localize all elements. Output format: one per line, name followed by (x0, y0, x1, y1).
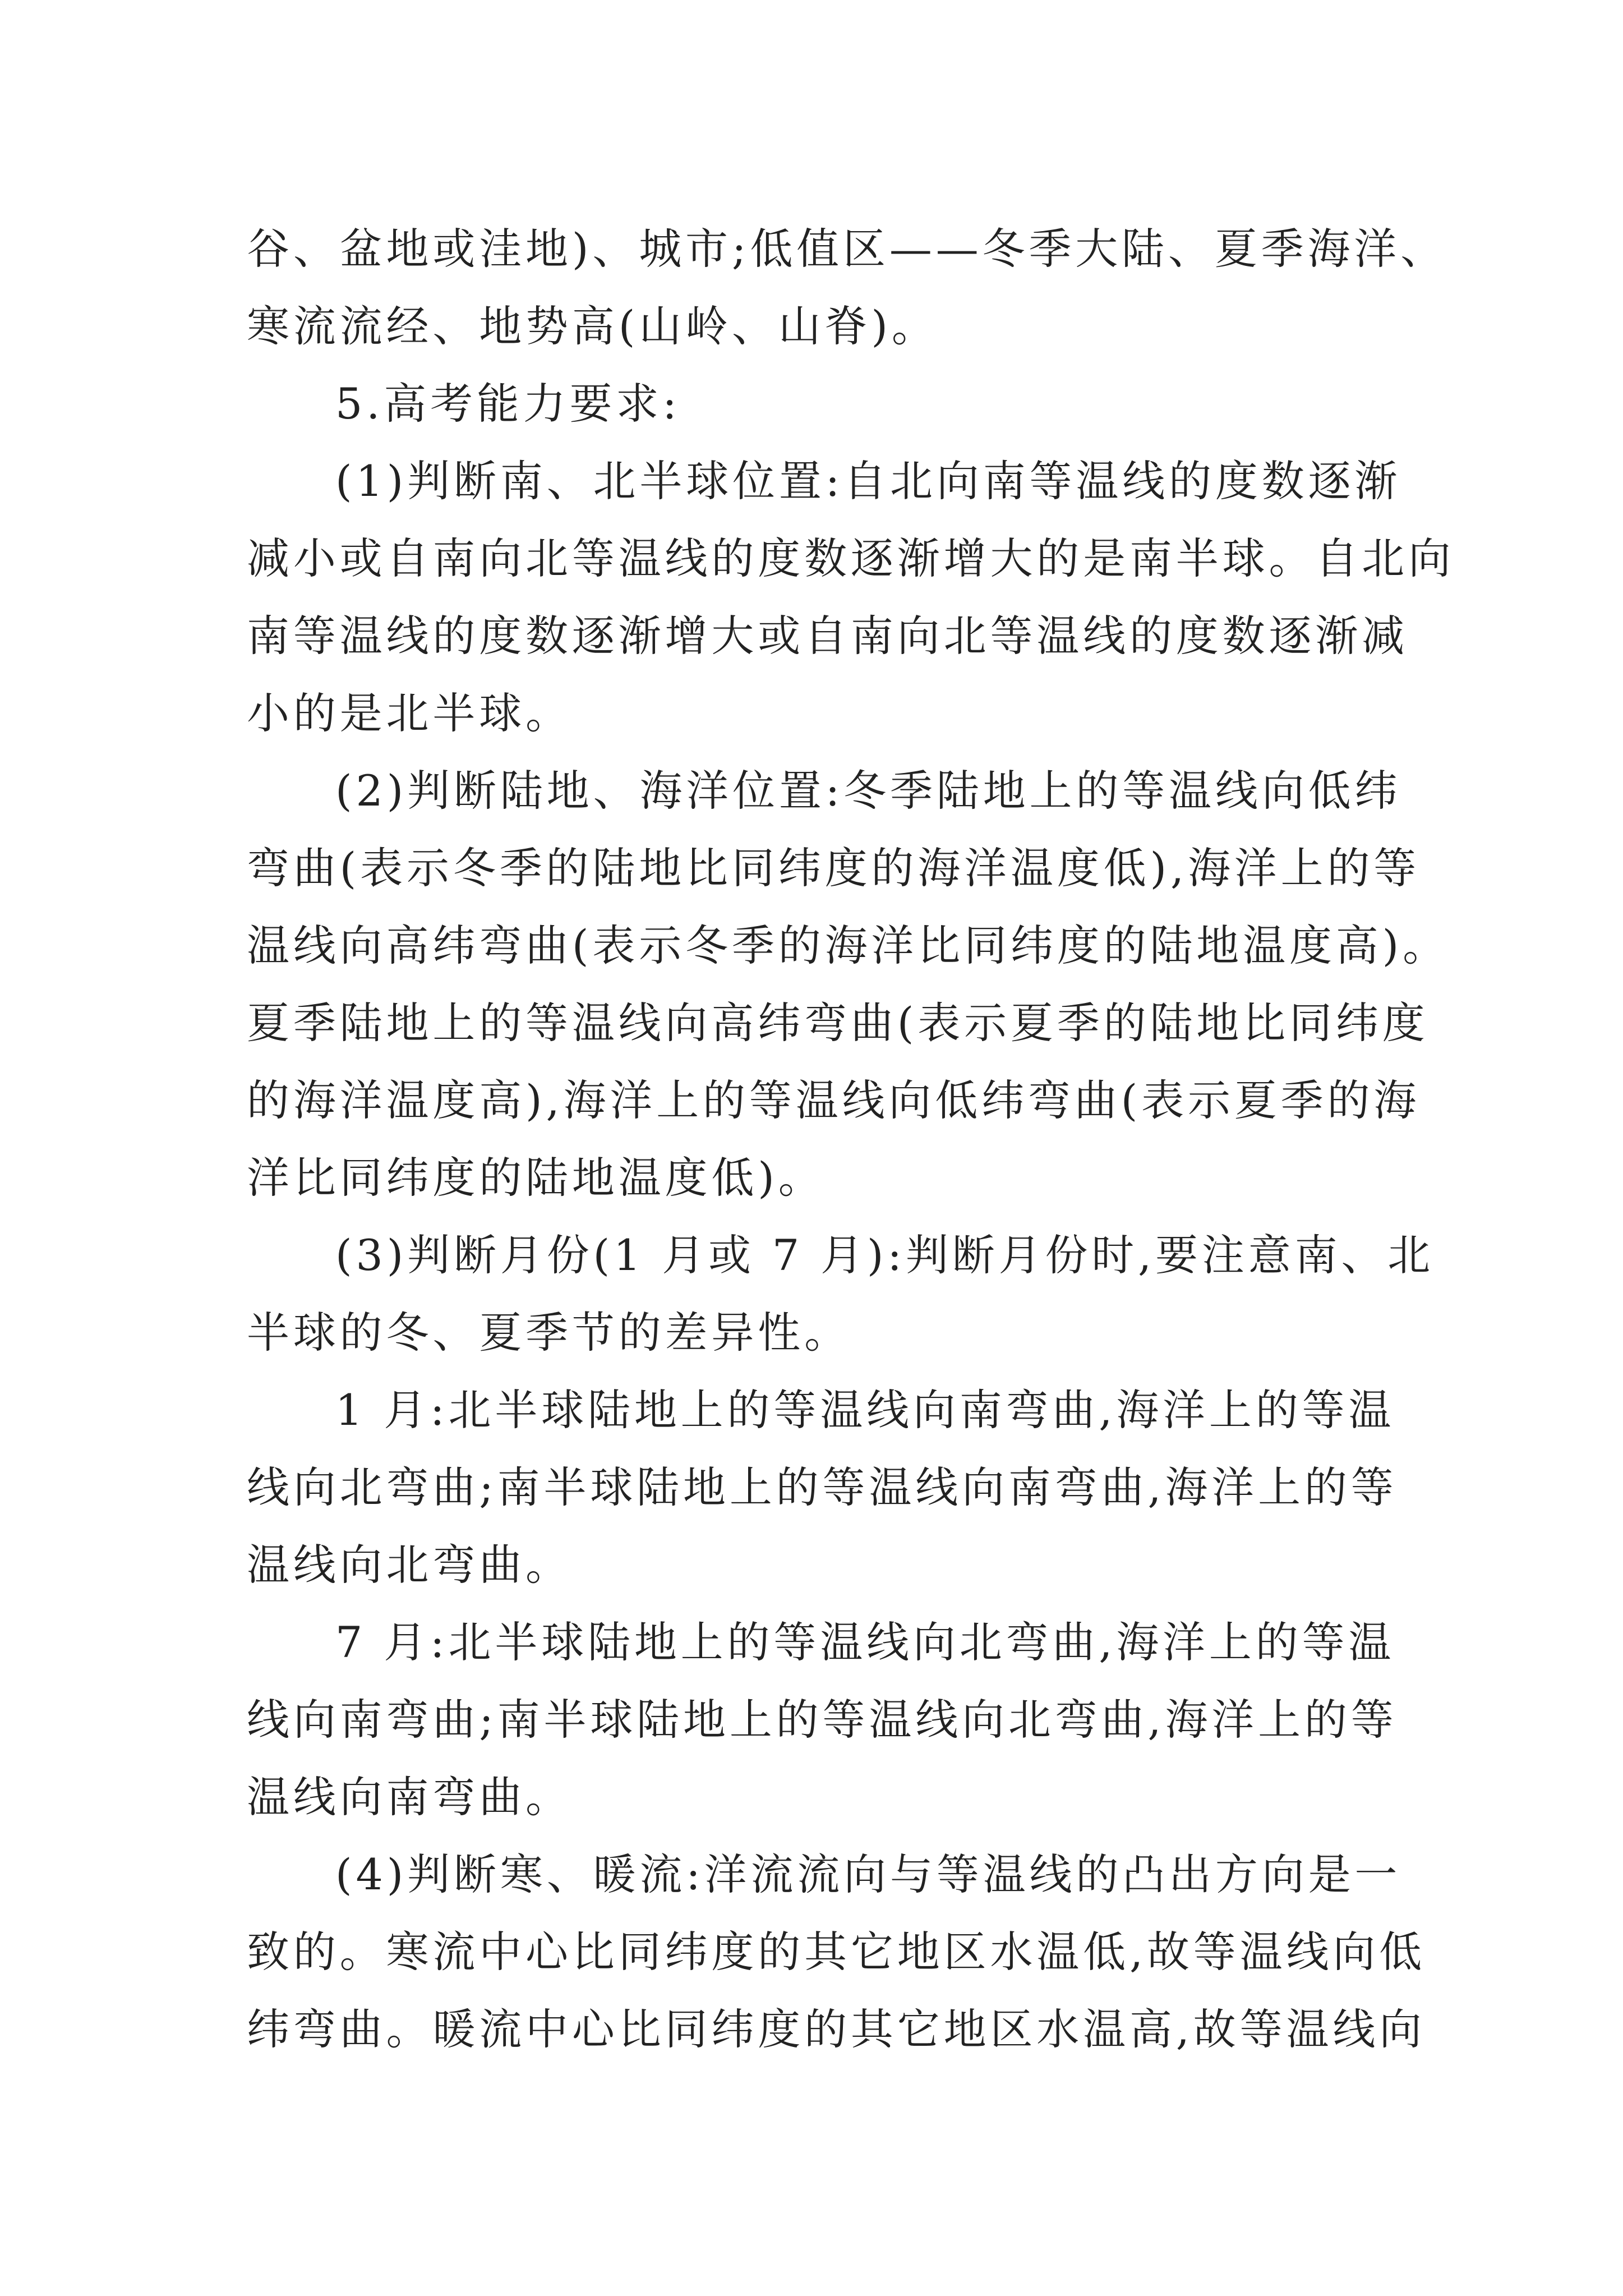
text-line: 1 月:北半球陆地上的等温线向南弯曲,海洋上的等温 (335, 1385, 1395, 1435)
text-line: 5.高考能力要求: (335, 379, 681, 429)
text-line: 寒流流经、地势高(山岭、山脊)。 (247, 301, 938, 351)
text-line: (4)判断寒、暖流:洋流流向与等温线的凸出方向是一 (335, 1849, 1401, 1899)
text-line: (3)判断月份(1 月或 7 月):判断月份时,要注意南、北 (335, 1230, 1435, 1280)
text-line: 谷、盆地或洼地)、城市;低值区——冬季大陆、夏季海洋、 (247, 224, 1447, 274)
text-line: 的海洋温度高),海洋上的等温线向低纬弯曲(表示夏季的海 (247, 1075, 1421, 1125)
text-line: 线向南弯曲;南半球陆地上的等温线向北弯曲,海洋上的等 (247, 1695, 1398, 1745)
text-line: 温线向高纬弯曲(表示冬季的海洋比同纬度的陆地温度高)。 (247, 921, 1449, 970)
text-line: 洋比同纬度的陆地温度低)。 (247, 1153, 825, 1203)
body-text (247, 210, 1455, 2068)
text-line: 温线向南弯曲。 (247, 1772, 572, 1822)
text-line: (2)判断陆地、海洋位置:冬季陆地上的等温线向低纬 (335, 766, 1401, 816)
text-line: 减小或自南向北等温线的度数逐渐增大的是南半球。自北向 (247, 533, 1455, 583)
text-line: (1)判断南、北半球位置:自北向南等温线的度数逐渐 (335, 456, 1401, 506)
text-line: 南等温线的度数逐渐增大或自南向北等温线的度数逐渐减 (247, 611, 1408, 661)
text-line: 夏季陆地上的等温线向高纬弯曲(表示夏季的陆地比同纬度 (247, 998, 1429, 1048)
text-line: 半球的冬、夏季节的差异性。 (247, 1308, 851, 1358)
text-line: 纬弯曲。暖流中心比同纬度的其它地区水温高,故等温线向 (247, 2004, 1426, 2054)
text-line: 小的是北半球。 (247, 688, 572, 738)
text-line: 致的。寒流中心比同纬度的其它地区水温低,故等温线向低 (247, 1927, 1426, 1977)
text-line: 线向北弯曲;南半球陆地上的等温线向南弯曲,海洋上的等 (247, 1462, 1398, 1512)
text-line: 7 月:北半球陆地上的等温线向北弯曲,海洋上的等温 (335, 1617, 1395, 1667)
text-line: 温线向北弯曲。 (247, 1540, 572, 1590)
text-line: 弯曲(表示冬季的陆地比同纬度的海洋温度低),海洋上的等 (247, 843, 1421, 893)
